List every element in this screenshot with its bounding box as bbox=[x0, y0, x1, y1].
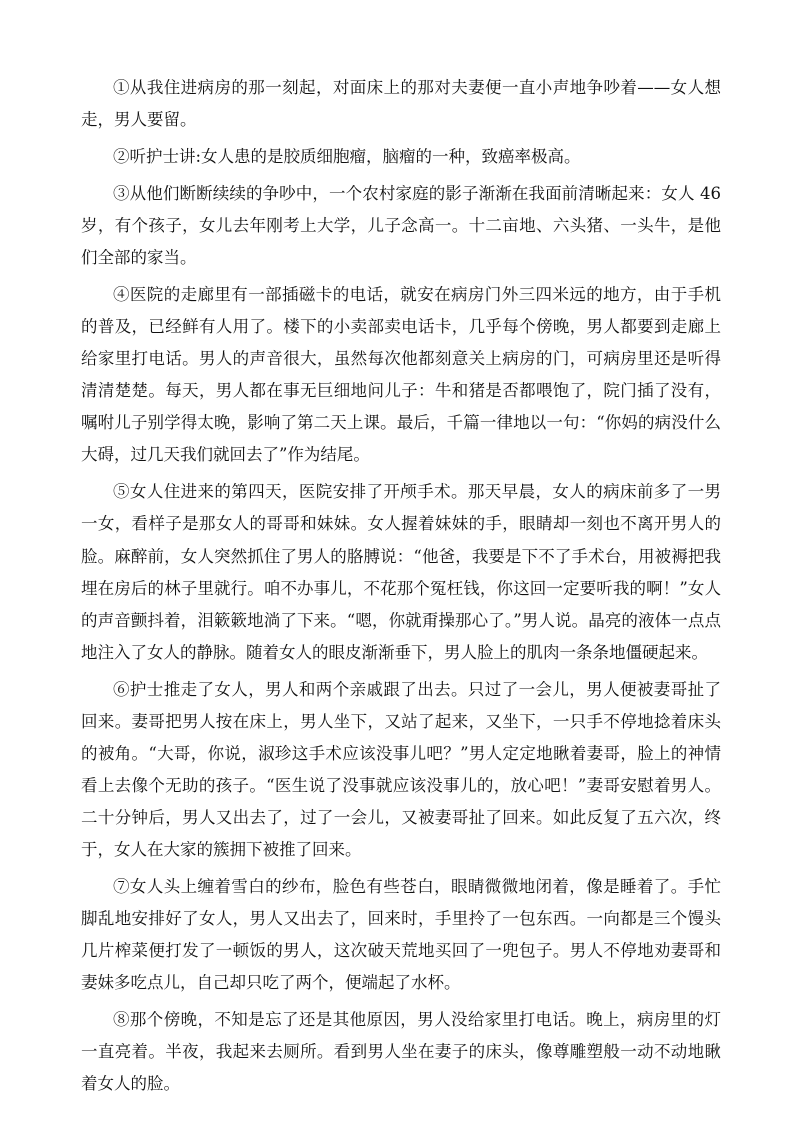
paragraph-1: ①从我住进病房的那一刻起，对面床上的那对夫妻便一直小声地争吵着——女人想走，男人要留。 bbox=[81, 78, 721, 130]
paragraph-3: ③从他们断断续续的争吵中，一个农村家庭的影子渐渐在我面前清晰起来：女人 46 岁，有个孩子，女儿去年刚考上大学，儿子念高一。十二亩地、六头猪、一头牛，是他们全部的家当。 bbox=[81, 183, 721, 268]
paragraph-7: ⑦女人头上缠着雪白的纱布，脸色有些苍白，眼睛微微地闭着，像是睡着了。手忙脚乱地安排好了女人，男人又出去了，回来时，手里拎了一包东西。一向都是三个馒头几片榨菜便打发了一顿饭的男人，这次破天荒地买回了一兜包子。男人不停地劝妻哥和妻妹多吃点儿，自己却只吃了两个，便端起了水杯。 bbox=[81, 877, 721, 993]
paragraph-5: ⑤女人住进来的第四天，医院安排了开颅手术。那天早晨，女人的病床前多了一男一女，看样子是那女人的哥哥和妹妹。女人握着妹妹的手，眼睛却一刻也不离开男人的脸。麻醉前，女人突然抓住了男人的胳膊说：“他爸，我要是下不了手术台，用被褥把我埋在房后的林子里就行。咱不办事儿，不花那个冤枉钱，你这回一定要听我的啊！”女人的声音颤抖着，泪簌簌地淌了下来。“嗯，你就甭操那心了。”男人说。晶亮的液体一点点地注入了女人的静脉。随着女人的眼皮渐渐垂下，男人脸上的肌肉一条条地僵硬起来。 bbox=[81, 482, 721, 662]
paragraph-6: ⑥护士推走了女人，男人和两个亲戚跟了出去。只过了一会儿，男人便被妻哥扯了回来。妻哥把男人按在床上，男人坐下，又站了起来，又坐下，一只手不停地捻着床头的被角。“大哥，你说，淑珍这手术应该没事儿吧？”男人定定地瞅着妻哥，脸上的神情看上去像个无助的孩子。“医生说了没事就应该没事儿的，放心吧！”妻哥安慰着男人。二十分钟后，男人又出去了，过了一会儿，又被妻哥扯了回来。如此反复了五六次，终于，女人在大家的簇拥下被推了回来。 bbox=[81, 679, 721, 860]
paragraph-2: ②听护士讲:女人患的是胶质细胞瘤，脑瘤的一种，致癌率极高。 bbox=[113, 146, 581, 166]
paragraph-8: ⑧那个傍晚，不知是忘了还是其他原因，男人没给家里打电话。晚上，病房里的灯一直亮着。半夜，我起来去厕所。看到男人坐在妻子的床头，像尊雕塑般一动不动地瞅着女人的脸。 bbox=[81, 1010, 721, 1094]
article-body bbox=[81, 72, 721, 1105]
paragraph-4: ④医院的走廊里有一部插磁卡的电话，就安在病房门外三四米远的地方，由于手机的普及，已经鲜有人用了。楼下的小卖部卖电话卡，几乎每个傍晚，男人都要到走廊上给家里打电话。男人的声音很大，虽然每次他都刻意关上病房的门，可病房里还是听得清清楚楚。每天，男人都在事无巨细地问儿子：牛和猪是否都喂饱了，院门插了没有，嘱咐儿子别学得太晚，影响了第二天上课。最后，千篇一律地以一句：“你妈的病没什么大碍，过几天我们就回去了”作为结尾。 bbox=[81, 284, 721, 465]
